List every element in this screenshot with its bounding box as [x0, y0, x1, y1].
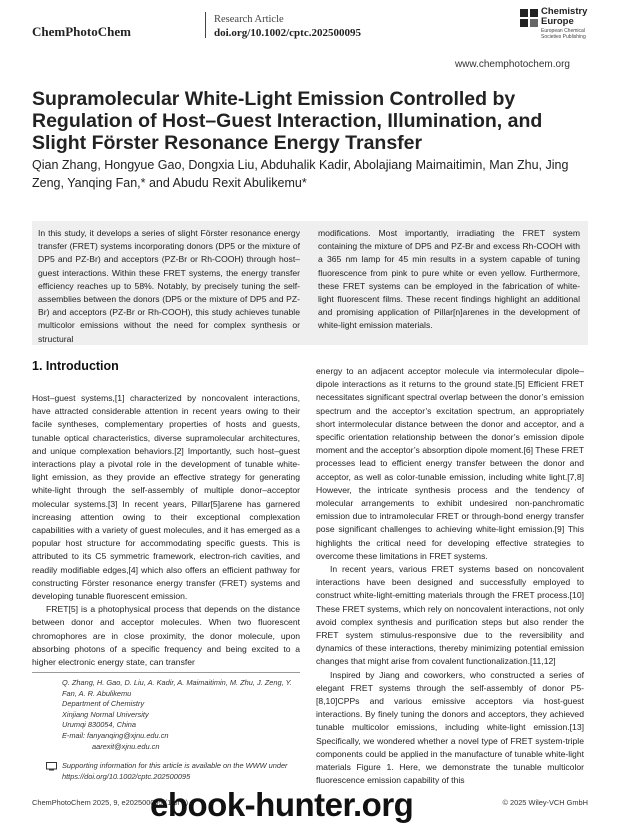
affiliation-email-2[interactable]: aarexit@xjnu.edu.cn	[92, 741, 160, 751]
footnote-rule	[32, 672, 300, 673]
watermark: ebook-hunter.org	[150, 786, 414, 823]
body-right-column	[316, 365, 584, 788]
chemistry-europe-logo-icon	[520, 9, 538, 27]
publisher-logo-name: Chemistry Europe	[541, 6, 588, 27]
header-divider	[205, 12, 206, 38]
supporting-info-note[interactable]: Supporting information for this article is available on the WWW under https://doi.org/10.1002/cptc.202500095	[62, 761, 288, 781]
journal-name: ChemPhotoChem	[32, 24, 131, 39]
paragraph: FRET[5] is a photophysical process that depends on the distance between donor and acceptor molecules. When two fluorescent chromophores are in close proximity, the donor molecule, upon absorbing photons of a specific frequency and being excited to a higher electronic energy state, can transfer	[32, 604, 300, 668]
paragraph: In recent years, various FRET systems based on noncovalent interactions have been designed and successfully employed to construct white-light-emitting materials through the FRET process.[10] These FRET systems, which rely on noncovalent interactions, not only avoid complex synthesis and purification steps but also render the FRET system stimulus-responsive due to the reversibility and dynamics of these interactions, thereby minimizing potential emission changes that might arise from covalent functionalization.[11,12]	[316, 564, 584, 667]
footer-copyright: © 2025 Wiley-VCH GmbH	[502, 798, 588, 807]
publisher-logo-subtitle: European Chemical Societies Publishing	[541, 28, 586, 40]
body-left-column	[32, 392, 300, 669]
paragraph: Inspired by Jiang and coworkers, who constructed a series of elegant FRET systems through the self-assembly of donor P5-[8,10]CPPs and various emissive acceptors via host-guest interactions. By finely tuning the donors and acceptors, they achieved tunable multicolor emissions, including white-light emission.[13] Specifically, we wondered whether a novel type of FRET system-triple components could be applied in the manufacture of tunable white-light materials Figure 1. Here, we demonstrate the tunable multicolor fluorescence emission capability of this	[316, 669, 584, 786]
paragraph: Host–guest systems,[1] characterized by noncovalent interactions, have attracted considerable attention in recent years owing to their facile syntheses, complementary properties of hosts and guests, tunable optical characteristics, diverse supramolecular architectures, and unique complexation behaviors.[2] Importantly, such host–guest interactions play a pivotal role in the development of tunable white-light emission, as they provide an effective strategy for generating white-light through the self-assembly of multiple donor–acceptor molecular systems.[3] In recent years, Pillar[5]arene has garnered increasing attention owing to their exceptional complexation capabilities with a variety of guest molecules, and it has emerged as a popular host structure for accommodating specific guests. This is attributed to its C5 symmetric framework, electron-rich cavities, and readily modifiable edges,[4] which also offers an efficient pathway for constructing Förster resonance energy transfer (FRET) systems and developing tunable fluorescent emission.	[32, 393, 300, 602]
footer-citation: ChemPhotoChem 2025, 9, e202500095 (1 of 9)	[32, 798, 189, 807]
affiliation-email[interactable]: E-mail: fanyanqing@xjnu.edu.cn	[62, 730, 169, 740]
affiliation-university: Xinjiang Normal University	[62, 709, 149, 719]
abstract-text-left: In this study, it develops a series of slight Förster resonance energy transfer (FRET) systems incorporating donors (DP5 or the mixture of DP5 and PZ-Br) and acceptors (PZ-Br or Rh-COOH) through host–guest interactions. Within these FRET systems, the energy transfer efficiency reaches up to 58%. Notably, by precisely tuning the self-assemblies between the donors (DP5 or the mixture of DP5 and PZ-Br) and acceptors (PZ-Br or Rh-COOH), this study achieves tunable multicolor emissions without the need for complex synthesis or structural	[38, 228, 300, 344]
affiliation-authors: Q. Zhang, H. Gao, D. Liu, A. Kadir, A. Maimaitimin, M. Zhu, J. Zeng, Y. Fan, A. R. Abulikemu	[62, 678, 292, 698]
affiliation-city: Urumqi 830054, China	[62, 720, 136, 730]
article-title: Supramolecular White-Light Emission Controlled by Regulation of Host–Guest Interaction, Illumination, and Slight Förster Resonance Energy Transfer	[32, 88, 543, 154]
doi-link[interactable]: doi.org/10.1002/cptc.202500095	[214, 27, 361, 39]
author-list: Qian Zhang, Hongyue Gao, Dongxia Liu, Abduhalik Kadir, Abolajiang Maimaitimin, Man Zhu, Jing Zeng, Yanqing Fan,* and Abudu Rexit Abulikemu*	[32, 158, 569, 190]
article-type: Research Article	[214, 14, 284, 25]
abstract-box	[32, 221, 588, 345]
abstract-text-right: modifications. Most importantly, irradiating the FRET system containing the mixture of DP5 and PZ-Br and excess Rh-COOH with a 365 nm lamp for 45 min results in a system capable of tuning fluorescence from pink to pure white or even yellow. Furthermore, these FRET systems can be employed in the fabrication of white-light fluorescent films. These recent findings highlight an additional and promising application of Pillar[n]arenes in the development of white-light emission materials.	[318, 228, 580, 331]
paragraph: energy to an adjacent acceptor molecule via intermolecular dipole–dipole interactions as it returns to the ground state.[5] Efficient FRET necessitates significant spectral overlap between the donor’s emission spectrum and the acceptor’s excitation spectrum, an appropriately short intermolecular distance between the donor and acceptor, and a specific orientation relationship between the donor’s emission dipole moment and the acceptor’s absorption dipole moment.[6] These FRET processes lead to efficient energy transfer between the donor and acceptor, as well as color-tunable emission, including white light.[7,8] However, the intricate synthesis process and the tendency of molecular arrangements to exhibit undesired non-panchromatic emission due to intramolecular FRET or through-bond energy transfer pose significant challenges to achieving white-light emission.[9] This highlights the critical need for developing effective strategies to overcome these limitations in FRET systems.	[316, 366, 584, 561]
abstract-right-column	[318, 227, 580, 333]
supporting-info-icon	[46, 762, 57, 771]
journal-website-link[interactable]: www.chemphotochem.org	[454, 59, 570, 70]
abstract-left-column	[38, 227, 300, 346]
author-affiliation	[62, 678, 292, 752]
section-heading: 1. Introduction	[32, 359, 119, 373]
affiliation-department: Department of Chemistry	[62, 699, 145, 709]
